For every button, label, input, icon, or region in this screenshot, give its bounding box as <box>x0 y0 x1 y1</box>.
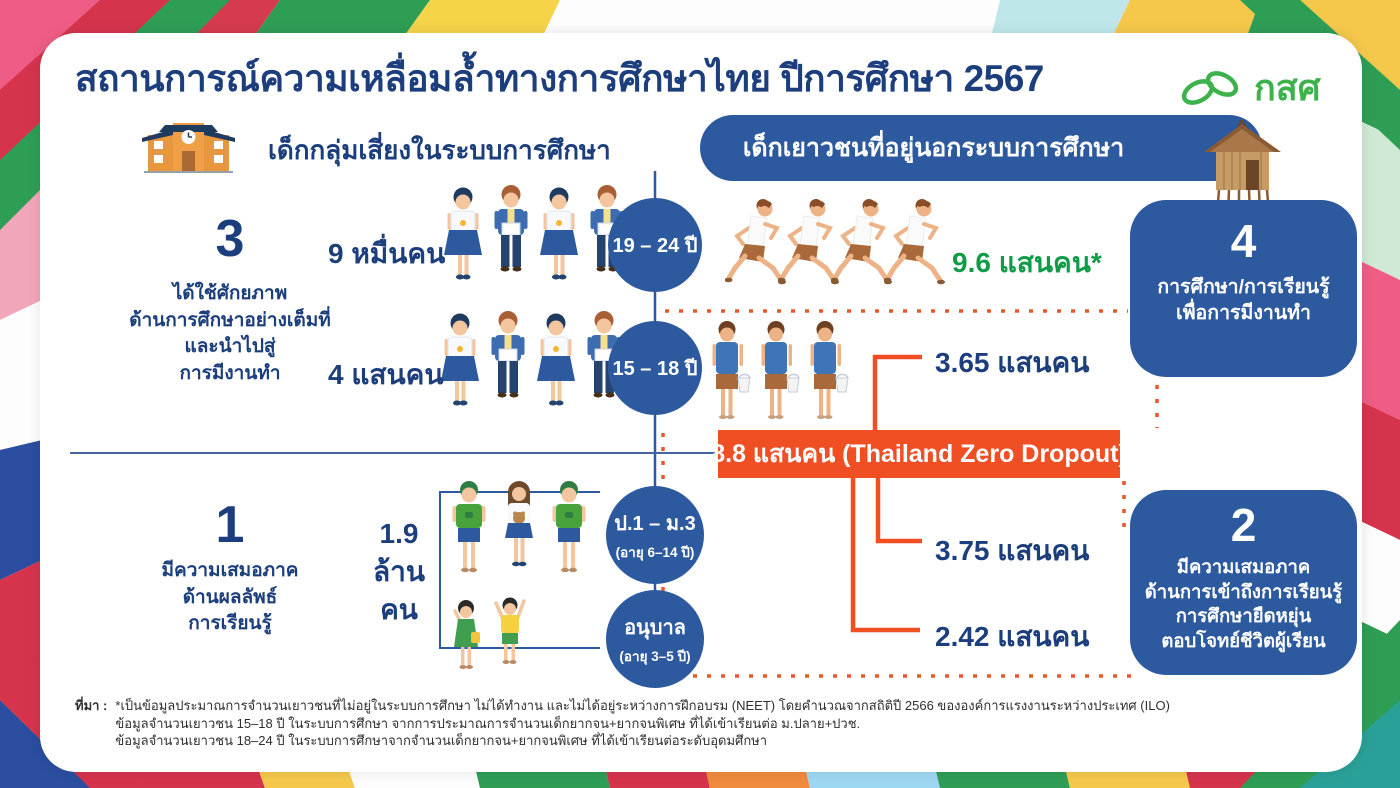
value-out-system-3-5: 2.42 แสนคน <box>935 621 1090 652</box>
running-youth-illustration <box>884 198 946 288</box>
eef-butterfly-logo-icon <box>1178 62 1244 114</box>
age-circle-label: 19 – 24 ปี <box>612 235 698 257</box>
age-circle-p1-m3 <box>606 486 704 584</box>
value-out-system-6-14: 3.75 แสนคน <box>935 535 1090 566</box>
zero-dropout-label: 8.8 แสนคน (Thailand Zero Dropout) <box>711 440 1127 468</box>
goal-4-number: 4 <box>1230 215 1257 267</box>
goal-4-line: การศึกษา/การเรียนรู้ <box>1157 276 1330 298</box>
value-line: คน <box>380 594 418 625</box>
value-out-system-19-24: 9.6 แสนคน* <box>952 247 1102 278</box>
goal-3-line: และนำไปสู่ <box>184 336 276 357</box>
goal-2-line: มีความเสมอภาค <box>1176 556 1311 577</box>
goal-1-line: การเรียนรู้ <box>188 613 272 634</box>
student-girl-illustration <box>534 185 584 281</box>
goal-3-line: ได้ใช้ศักยภาพ <box>172 283 288 304</box>
value-line: 1.9 <box>379 518 419 549</box>
footnote-line: ข้อมูลจำนวนเยาวชน 15–18 ปี ในระบบการศึกษา จากการประมาณการจำนวนเด็กยากจน+ยากจนพิเศษ ที่ได้เข้าเรียนต่อ ม.ปลาย+ปวช. <box>115 715 861 731</box>
goal-3-line: การมีงานทำ <box>179 362 281 384</box>
goal-3-line: ด้านการศึกษาอย่างเต็มที่ <box>129 309 331 331</box>
goal-3-text <box>100 281 360 387</box>
kindergarten-girl-illustration <box>448 599 484 671</box>
page-title: สถานการณ์ความเหลื่อมล้ำทางการศึกษาไทย ปีการศึกษา 2567 <box>75 58 1044 99</box>
goal-4-line: เพื่อการมีงานทำ <box>1176 302 1311 324</box>
goal-1-line: ด้านผลลัพธ์ <box>182 586 278 608</box>
source-footnote <box>75 697 1170 750</box>
age-circle-label: 15 – 18 ปี <box>612 358 698 380</box>
goal-2-number: 2 <box>1230 499 1257 551</box>
org-name: กสศ <box>1254 67 1321 108</box>
student-boy-illustration <box>483 309 533 405</box>
goal-4-box <box>1130 200 1357 377</box>
working-youth-illustration <box>801 320 851 420</box>
student-boy-illustration <box>486 183 536 279</box>
infographic-card <box>40 33 1362 772</box>
age-circle-sublabel: (อายุ 3–5 ปี) <box>619 649 691 664</box>
goal-2-line: ด้านการเข้าถึงการเรียนรู้ <box>1144 580 1343 602</box>
green-shirt-kid-illustration <box>445 480 493 574</box>
girl-with-teddy-illustration <box>495 480 543 568</box>
goal-2-text <box>1130 555 1357 653</box>
age-circle-sublabel: (อายุ 6–14 ปี) <box>615 545 695 560</box>
goal-4-text <box>1130 274 1357 326</box>
student-girl-illustration <box>438 185 488 281</box>
value-in-system-1-9m <box>367 515 431 629</box>
goal-1-text <box>100 558 360 638</box>
student-girl-illustration <box>531 311 581 407</box>
org-logo <box>1178 59 1321 116</box>
footnote-prefix: ที่มา : <box>75 698 108 713</box>
working-youth-illustration <box>752 320 802 420</box>
goal-1-number: 1 <box>215 496 245 554</box>
out-system-header: เด็กเยาวชนที่อยู่นอกระบบการศึกษา <box>742 134 1125 162</box>
value-out-system-15-18: 3.65 แสนคน <box>935 347 1090 378</box>
age-circle-label: ป.1 – ม.3 <box>614 513 696 535</box>
age-circle-19-24 <box>608 198 702 292</box>
footnote-line: ข้อมูลจำนวนเยาวชน 18–24 ปี ในระบบการศึกษาจากจำนวนเด็กยากจน+ยากจนพิเศษ ที่ได้เข้าเรียนต่อระดับอุดมศึกษา <box>115 733 768 748</box>
age-circle-15-18 <box>608 321 702 415</box>
in-system-header: เด็กกลุ่มเสี่ยงในระบบการศึกษา <box>268 135 611 165</box>
age-circle-kindergarten <box>606 590 704 688</box>
value-in-system-19-24: 9 หมื่นคน <box>328 238 446 269</box>
footnote-lines <box>115 697 1170 750</box>
goal-3-number: 3 <box>215 210 245 268</box>
out-system-header-bar <box>700 115 1262 181</box>
zero-dropout-highlight <box>711 430 1127 478</box>
green-shirt-kid-illustration <box>545 480 593 574</box>
value-in-system-15-18: 4 แสนคน <box>328 359 444 390</box>
kindergarten-boy-illustration <box>490 595 530 667</box>
goal-1-line: มีความเสมอภาค <box>161 560 299 581</box>
age-circle-label: อนุบาล <box>624 617 686 639</box>
goal-2-line: การศึกษายืดหยุ่น <box>1175 605 1312 626</box>
footnote-line: *เป็นข้อมูลประมาณการจำนวนเยาวชนที่ไม่อยู่ในระบบการศึกษา ไม่ได้ทำงาน และไม่ได้อยู่ระหว่างการฝึกอบรม (NEET) โดยคำนวณจากสถิติปี 2566 ขององค์การแรงงานระหว่างประเทศ (ILO) <box>115 698 1170 713</box>
goal-2-box <box>1130 490 1357 675</box>
goal-2-line: ตอบโจทย์ชีวิตผู้เรียน <box>1161 629 1326 651</box>
working-youth-illustration <box>703 320 753 420</box>
school-building-icon <box>140 111 237 173</box>
value-line: ล้าน <box>372 556 426 587</box>
